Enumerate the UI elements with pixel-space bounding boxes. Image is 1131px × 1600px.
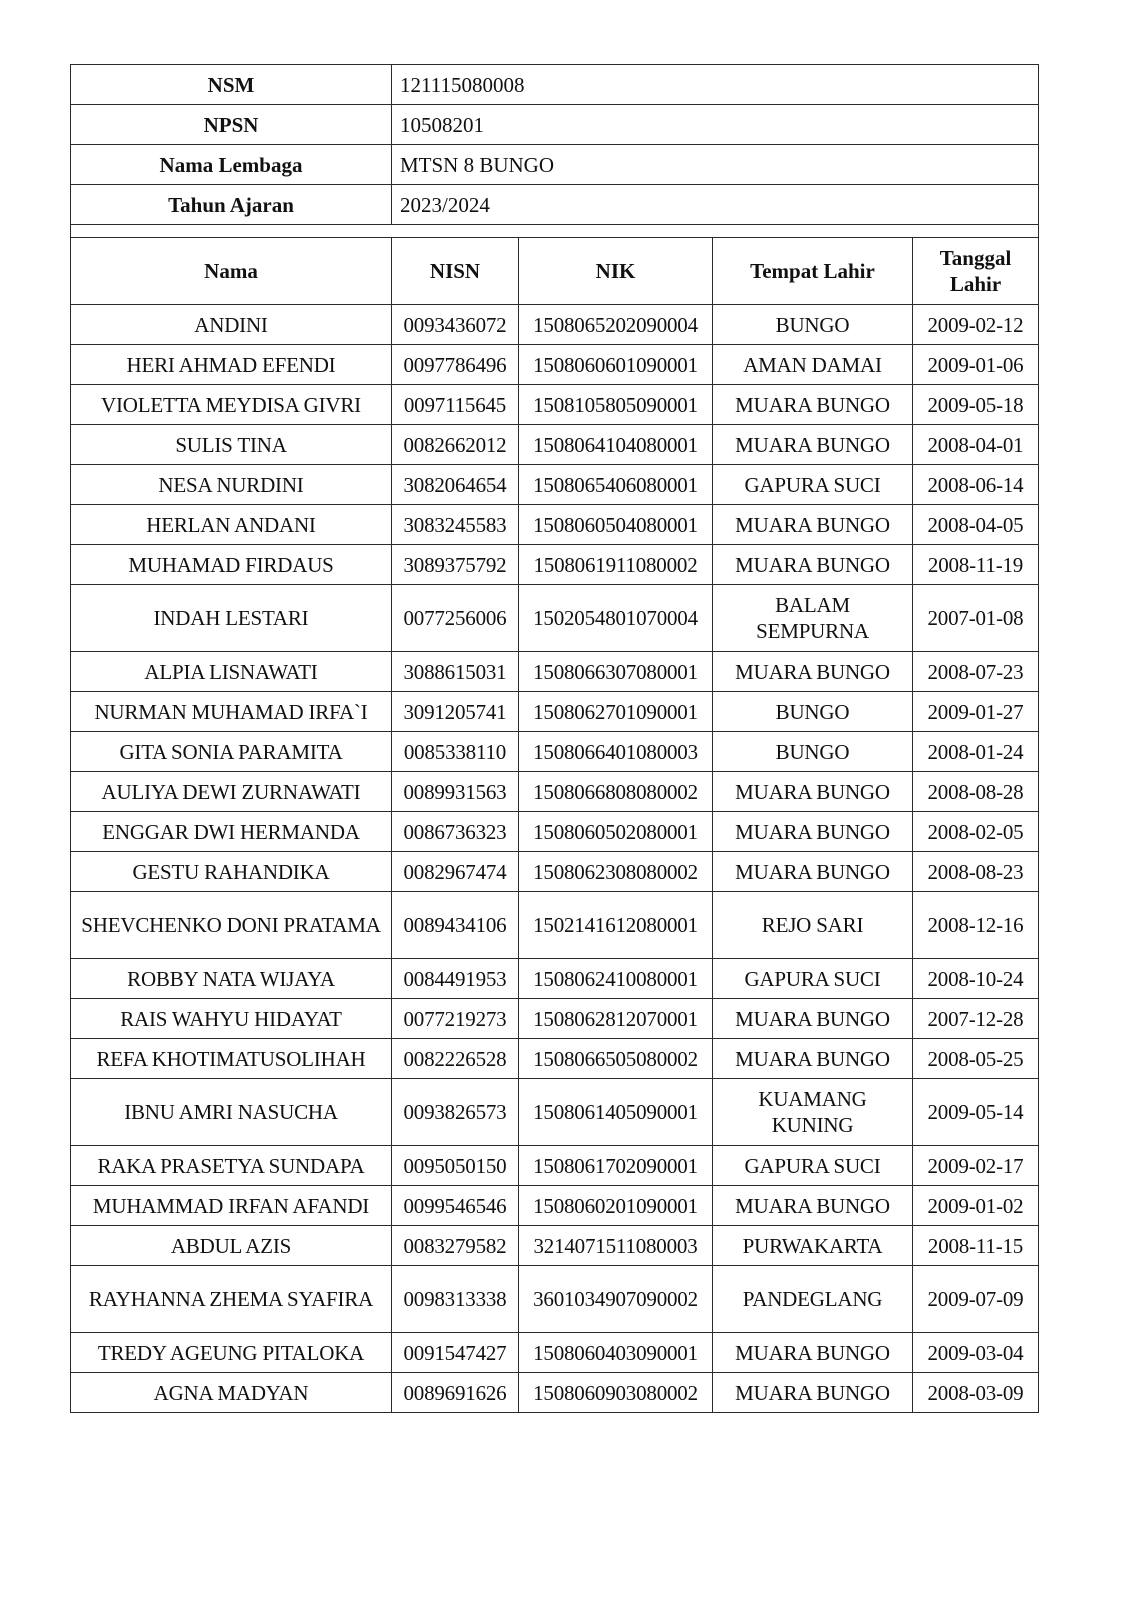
cell-nisn: 0089931563 xyxy=(392,772,519,812)
cell-nik: 1508066307080001 xyxy=(519,652,713,692)
info-value: 2023/2024 xyxy=(392,185,1039,225)
cell-nisn: 0086736323 xyxy=(392,812,519,852)
info-row-npsn xyxy=(71,105,1039,145)
cell-tempat-lahir: BUNGO xyxy=(713,305,913,345)
cell-tempat-lahir: BALAM SEMPURNA xyxy=(713,585,913,652)
cell-nama: TREDY AGEUNG PITALOKA xyxy=(71,1333,392,1373)
table-row xyxy=(71,1373,1039,1413)
cell-tanggal-lahir: 2008-07-23 xyxy=(913,652,1039,692)
cell-nama: GESTU RAHANDIKA xyxy=(71,852,392,892)
cell-nik: 1508062308080002 xyxy=(519,852,713,892)
cell-tempat-lahir: MUARA BUNGO xyxy=(713,1333,913,1373)
cell-tanggal-lahir: 2009-01-06 xyxy=(913,345,1039,385)
cell-nama: AGNA MADYAN xyxy=(71,1373,392,1413)
info-label: Tahun Ajaran xyxy=(71,185,392,225)
info-value: 10508201 xyxy=(392,105,1039,145)
cell-nama: VIOLETTA MEYDISA GIVRI xyxy=(71,385,392,425)
cell-nama: ALPIA LISNAWATI xyxy=(71,652,392,692)
cell-nisn: 0098313338 xyxy=(392,1266,519,1333)
cell-nik: 1508062701090001 xyxy=(519,692,713,732)
info-label: NPSN xyxy=(71,105,392,145)
cell-tanggal-lahir: 2009-01-02 xyxy=(913,1186,1039,1226)
cell-nama: SULIS TINA xyxy=(71,425,392,465)
cell-nisn: 3083245583 xyxy=(392,505,519,545)
info-label: Nama Lembaga xyxy=(71,145,392,185)
cell-nik: 1508064104080001 xyxy=(519,425,713,465)
cell-nisn: 0099546546 xyxy=(392,1186,519,1226)
cell-nama: IBNU AMRI NASUCHA xyxy=(71,1079,392,1146)
cell-tempat-lahir: PANDEGLANG xyxy=(713,1266,913,1333)
header-tanggal-lahir: Tanggal Lahir xyxy=(913,238,1039,305)
cell-nisn: 0082662012 xyxy=(392,425,519,465)
cell-tanggal-lahir: 2008-01-24 xyxy=(913,732,1039,772)
cell-tanggal-lahir: 2009-03-04 xyxy=(913,1333,1039,1373)
cell-tanggal-lahir: 2008-04-05 xyxy=(913,505,1039,545)
cell-nama: SHEVCHENKO DONI PRATAMA xyxy=(71,892,392,959)
cell-tanggal-lahir: 2009-07-09 xyxy=(913,1266,1039,1333)
table-row xyxy=(71,999,1039,1039)
cell-nama: GITA SONIA PARAMITA xyxy=(71,732,392,772)
table-row xyxy=(71,1226,1039,1266)
cell-nik: 1508062410080001 xyxy=(519,959,713,999)
cell-tanggal-lahir: 2008-08-23 xyxy=(913,852,1039,892)
cell-tanggal-lahir: 2008-06-14 xyxy=(913,465,1039,505)
cell-nisn: 0082967474 xyxy=(392,852,519,892)
cell-nama: RAIS WAHYU HIDAYAT xyxy=(71,999,392,1039)
cell-tanggal-lahir: 2009-05-14 xyxy=(913,1079,1039,1146)
cell-nisn: 0093436072 xyxy=(392,305,519,345)
table-row xyxy=(71,1333,1039,1373)
cell-nik: 1508066808080002 xyxy=(519,772,713,812)
cell-tempat-lahir: MUARA BUNGO xyxy=(713,812,913,852)
cell-nik: 1508060201090001 xyxy=(519,1186,713,1226)
cell-nama: NESA NURDINI xyxy=(71,465,392,505)
cell-tempat-lahir: MUARA BUNGO xyxy=(713,1186,913,1226)
cell-tanggal-lahir: 2008-04-01 xyxy=(913,425,1039,465)
cell-tempat-lahir: GAPURA SUCI xyxy=(713,959,913,999)
cell-tanggal-lahir: 2008-10-24 xyxy=(913,959,1039,999)
cell-nik: 1508061702090001 xyxy=(519,1146,713,1186)
info-row-tahun-ajaran xyxy=(71,185,1039,225)
cell-nik: 1508060903080002 xyxy=(519,1373,713,1413)
cell-tempat-lahir: MUARA BUNGO xyxy=(713,652,913,692)
cell-nama: MUHAMMAD IRFAN AFANDI xyxy=(71,1186,392,1226)
header-tempat-lahir: Tempat Lahir xyxy=(713,238,913,305)
cell-tempat-lahir: KUAMANG KUNING xyxy=(713,1079,913,1146)
table-row xyxy=(71,1079,1039,1146)
cell-nisn: 3091205741 xyxy=(392,692,519,732)
table-row xyxy=(71,652,1039,692)
header-nisn: NISN xyxy=(392,238,519,305)
cell-tempat-lahir: GAPURA SUCI xyxy=(713,465,913,505)
cell-tempat-lahir: REJO SARI xyxy=(713,892,913,959)
header-nik: NIK xyxy=(519,238,713,305)
cell-nama: REFA KHOTIMATUSOLIHAH xyxy=(71,1039,392,1079)
cell-tanggal-lahir: 2007-12-28 xyxy=(913,999,1039,1039)
cell-tempat-lahir: MUARA BUNGO xyxy=(713,772,913,812)
cell-nik: 1508062812070001 xyxy=(519,999,713,1039)
cell-nisn: 0097115645 xyxy=(392,385,519,425)
info-value: MTSN 8 BUNGO xyxy=(392,145,1039,185)
table-row xyxy=(71,585,1039,652)
cell-nisn: 0077256006 xyxy=(392,585,519,652)
cell-nik: 1508060502080001 xyxy=(519,812,713,852)
cell-tanggal-lahir: 2009-02-17 xyxy=(913,1146,1039,1186)
cell-nisn: 0091547427 xyxy=(392,1333,519,1373)
cell-tanggal-lahir: 2008-02-05 xyxy=(913,812,1039,852)
cell-tanggal-lahir: 2008-11-15 xyxy=(913,1226,1039,1266)
info-row-nama-lembaga xyxy=(71,145,1039,185)
cell-nisn: 0084491953 xyxy=(392,959,519,999)
table-row xyxy=(71,732,1039,772)
table-row xyxy=(71,545,1039,585)
cell-tempat-lahir: MUARA BUNGO xyxy=(713,385,913,425)
cell-nama: ENGGAR DWI HERMANDA xyxy=(71,812,392,852)
cell-tanggal-lahir: 2007-01-08 xyxy=(913,585,1039,652)
info-value: 121115080008 xyxy=(392,65,1039,105)
cell-nisn: 0077219273 xyxy=(392,999,519,1039)
table-row xyxy=(71,772,1039,812)
table-row xyxy=(71,1186,1039,1226)
cell-nik: 1502141612080001 xyxy=(519,892,713,959)
table-row xyxy=(71,852,1039,892)
table-header xyxy=(71,238,1039,305)
cell-nama: ABDUL AZIS xyxy=(71,1226,392,1266)
cell-tempat-lahir: MUARA BUNGO xyxy=(713,425,913,465)
cell-nama: ANDINI xyxy=(71,305,392,345)
cell-tempat-lahir: BUNGO xyxy=(713,732,913,772)
cell-nisn: 0095050150 xyxy=(392,1146,519,1186)
cell-nik: 1508066505080002 xyxy=(519,1039,713,1079)
cell-tempat-lahir: BUNGO xyxy=(713,692,913,732)
cell-tempat-lahir: GAPURA SUCI xyxy=(713,1146,913,1186)
table-row xyxy=(71,1266,1039,1333)
cell-nik: 1508066401080003 xyxy=(519,732,713,772)
cell-tempat-lahir: MUARA BUNGO xyxy=(713,1373,913,1413)
table-row xyxy=(71,959,1039,999)
student-data-table xyxy=(70,64,1039,1413)
table-row xyxy=(71,385,1039,425)
cell-nisn: 0083279582 xyxy=(392,1226,519,1266)
cell-tempat-lahir: AMAN DAMAI xyxy=(713,345,913,385)
cell-nama: NURMAN MUHAMAD IRFA`I xyxy=(71,692,392,732)
cell-nisn: 0093826573 xyxy=(392,1079,519,1146)
cell-tanggal-lahir: 2009-01-27 xyxy=(913,692,1039,732)
cell-tempat-lahir: MUARA BUNGO xyxy=(713,1039,913,1079)
cell-tempat-lahir: MUARA BUNGO xyxy=(713,505,913,545)
cell-nisn: 3088615031 xyxy=(392,652,519,692)
cell-tanggal-lahir: 2008-08-28 xyxy=(913,772,1039,812)
cell-nisn: 0089434106 xyxy=(392,892,519,959)
table-row xyxy=(71,345,1039,385)
cell-tempat-lahir: PURWAKARTA xyxy=(713,1226,913,1266)
cell-nik: 1508105805090001 xyxy=(519,385,713,425)
cell-nama: RAKA PRASETYA SUNDAPA xyxy=(71,1146,392,1186)
cell-tempat-lahir: MUARA BUNGO xyxy=(713,545,913,585)
cell-nik: 1508065406080001 xyxy=(519,465,713,505)
document-page xyxy=(70,64,1038,1413)
table-row xyxy=(71,465,1039,505)
cell-nama: HERI AHMAD EFENDI xyxy=(71,345,392,385)
info-label: NSM xyxy=(71,65,392,105)
cell-nama: INDAH LESTARI xyxy=(71,585,392,652)
table-row xyxy=(71,692,1039,732)
cell-nisn: 0082226528 xyxy=(392,1039,519,1079)
cell-nisn: 3082064654 xyxy=(392,465,519,505)
cell-tanggal-lahir: 2008-03-09 xyxy=(913,1373,1039,1413)
cell-nama: ROBBY NATA WIJAYA xyxy=(71,959,392,999)
header-nama: Nama xyxy=(71,238,392,305)
table-row xyxy=(71,425,1039,465)
cell-nama: AULIYA DEWI ZURNAWATI xyxy=(71,772,392,812)
table-row xyxy=(71,505,1039,545)
cell-nisn: 3089375792 xyxy=(392,545,519,585)
cell-nik: 1508061405090001 xyxy=(519,1079,713,1146)
cell-nama: MUHAMAD FIRDAUS xyxy=(71,545,392,585)
cell-nik: 1508060403090001 xyxy=(519,1333,713,1373)
cell-tanggal-lahir: 2009-02-12 xyxy=(913,305,1039,345)
cell-nama: RAYHANNA ZHEMA SYAFIRA xyxy=(71,1266,392,1333)
cell-nik: 1508061911080002 xyxy=(519,545,713,585)
cell-tanggal-lahir: 2008-05-25 xyxy=(913,1039,1039,1079)
cell-nik: 1508065202090004 xyxy=(519,305,713,345)
table-row xyxy=(71,812,1039,852)
cell-nik: 1508060601090001 xyxy=(519,345,713,385)
cell-nik: 3214071511080003 xyxy=(519,1226,713,1266)
cell-tanggal-lahir: 2008-11-19 xyxy=(913,545,1039,585)
table-row xyxy=(71,1039,1039,1079)
table-row xyxy=(71,1146,1039,1186)
cell-nik: 1508060504080001 xyxy=(519,505,713,545)
cell-tempat-lahir: MUARA BUNGO xyxy=(713,852,913,892)
cell-nik: 1502054801070004 xyxy=(519,585,713,652)
cell-tanggal-lahir: 2009-05-18 xyxy=(913,385,1039,425)
table-row xyxy=(71,892,1039,959)
cell-nisn: 0085338110 xyxy=(392,732,519,772)
cell-tanggal-lahir: 2008-12-16 xyxy=(913,892,1039,959)
spacer-row xyxy=(71,225,1039,238)
info-row-nsm xyxy=(71,65,1039,105)
table-row xyxy=(71,305,1039,345)
cell-nik: 3601034907090002 xyxy=(519,1266,713,1333)
cell-nisn: 0097786496 xyxy=(392,345,519,385)
cell-tempat-lahir: MUARA BUNGO xyxy=(713,999,913,1039)
cell-nisn: 0089691626 xyxy=(392,1373,519,1413)
cell-nama: HERLAN ANDANI xyxy=(71,505,392,545)
